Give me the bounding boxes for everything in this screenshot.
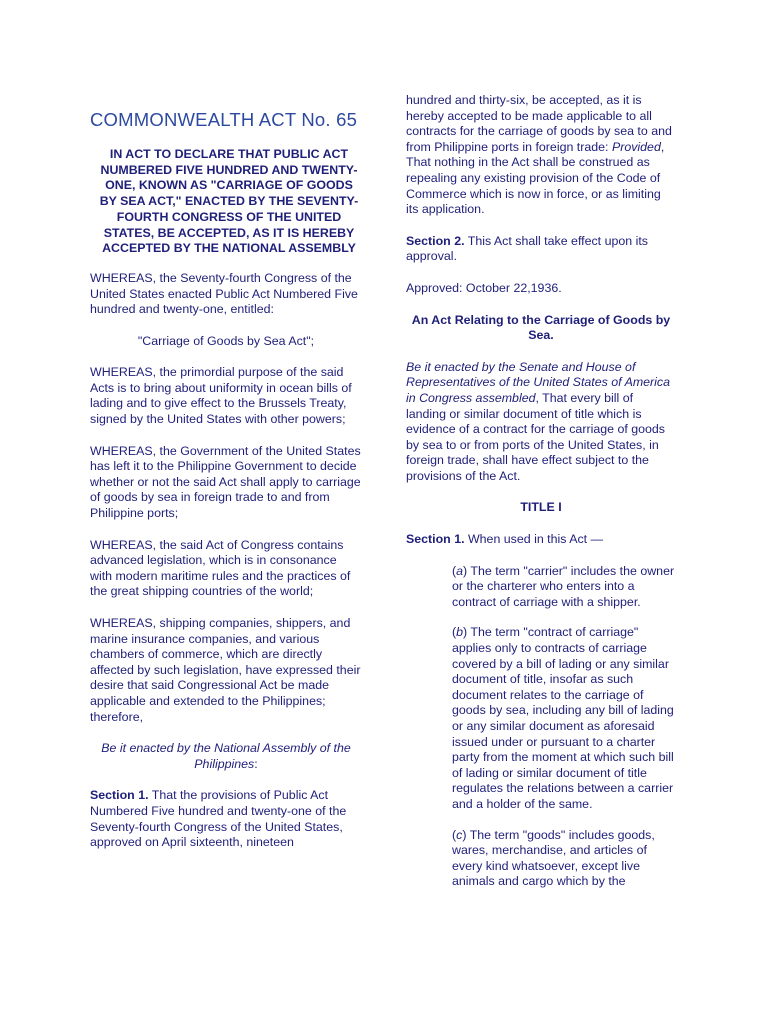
continuation-text-a: hundred and thirty-six, be accepted, as it is hereby accepted to be made applicable to all contracts for the carriage of goods by sea to and from Philippine ports in foreign trade: xyxy=(406,93,672,154)
enacting-clause-tail: : xyxy=(254,756,258,771)
section-1-continuation xyxy=(406,93,676,218)
definition-text: The term "goods" includes goods, wares, merchandise, and articles of every kind whatsoever, except live animals and cargo which by the xyxy=(452,827,655,889)
definition-letter: a xyxy=(456,563,464,578)
section-2-text: This Act shall take effect upon its approval. xyxy=(406,233,648,264)
section-1-label: Section 1. xyxy=(90,788,149,803)
definition-paren-close: ) xyxy=(463,625,468,640)
right-column xyxy=(406,93,676,905)
whereas-paragraph-1: WHEREAS, the Seventy-fourth Congress of the United States enacted Public Act Numbered Five hundred and twenty-one, entitled: xyxy=(90,270,358,317)
enacting-clause xyxy=(90,741,362,772)
definition-paren-close: ) xyxy=(462,827,467,842)
title-1-section-1-label: Section 1. xyxy=(406,532,465,547)
approved-date: Approved: October 22,1936. xyxy=(406,280,562,295)
definition-text: The term "carrier" includes the owner or the charterer who enters into a contract of carriage with a shipper. xyxy=(452,563,675,609)
act-title: IN ACT TO DECLARE THAT PUBLIC ACT NUMBERED FIVE HUNDRED AND TWENTY-ONE, KNOWN AS "CARRIAGE OF GOODS BY SEA ACT," ENACTED BY THE SEVENTY-FOURTH CONGRESS OF THE UNITED STATES, BE ACCEPTED, AS IT IS HEREBY ACCEPTED BY THE NATIONAL ASSEMBLY xyxy=(99,147,359,256)
left-column xyxy=(90,109,362,867)
act-quote: "Carriage of Goods by Sea Act"; xyxy=(137,333,315,348)
whereas-paragraph-3: WHEREAS, the Government of the United States has left it to the Philippine Government to decide whether or not the said Act shall apply to carriage of goods by sea in foreign trade to and from Philippine ports; xyxy=(90,443,361,521)
definition-paren-open: ( xyxy=(452,625,457,640)
definition-text: The term "contract of carriage" applies only to contracts of carriage covered by a bill of lading or any similar document of title, insofar as such document relates to the carriage of goods by sea, including any bill of lading or any similar document as aforesaid issued under or pursuant to a charter party from the moment at which such bill of lading or similar document of title regulates the relations between a carrier and a holder of the same. xyxy=(452,625,674,811)
act-relating-title: An Act Relating to the Carriage of Goods by Sea. xyxy=(411,312,671,343)
whereas-paragraph-4: WHEREAS, the said Act of Congress contains advanced legislation, which is in consonance with modern maritime rules and the practices of the great shipping countries of the world; xyxy=(90,537,351,599)
definition-letter: b xyxy=(456,625,464,640)
section-1-text: That the provisions of Public Act Numbered Five hundred and twenty-one of the Seventy-fourth Congress of the United States, approved on April sixteenth, nineteen xyxy=(90,788,347,850)
definition-paren-open: ( xyxy=(452,563,457,578)
definition-letter: c xyxy=(456,827,463,842)
title-1-section-1-text: When used in this Act — xyxy=(464,532,603,547)
document-heading: COMMONWEALTH ACT No. 65 xyxy=(90,109,358,130)
definition-paren-open: ( xyxy=(452,827,457,842)
whereas-paragraph-2: WHEREAS, the primordial purpose of the said Acts is to bring about uniformity in ocean bills of lading and to give effect to the Brussels Treaty, signed by the United States with other powers; xyxy=(90,365,352,427)
definition-item xyxy=(452,625,676,812)
definition-paren-close: ) xyxy=(463,563,468,578)
section-1-paragraph xyxy=(90,788,362,850)
provided-word: Provided xyxy=(611,139,661,154)
title-1-section-1 xyxy=(406,532,676,548)
section-2-paragraph xyxy=(406,234,676,265)
enacting-clause-italic: Be it enacted by the National Assembly of the Philippines xyxy=(101,741,351,771)
definition-item xyxy=(452,828,676,890)
continuation-text-b: , That nothing in the Act shall be construed as repealing any existing provision of the Code of Commerce which is now in force, or as limiting its application. xyxy=(406,139,665,217)
title-heading: TITLE I xyxy=(520,500,562,515)
whereas-paragraph-5: WHEREAS, shipping companies, shippers, and marine insurance companies, and various chambers of commerce, which are directly affected by such legislation, have expressed their desire that said Congressional Act be made applicable and extended to the Philippines; therefore, xyxy=(90,616,361,724)
section-2-label: Section 2. xyxy=(406,233,465,248)
senate-enacting-italic: Be it enacted by the Senate and House of Representatives of the United States of America in Congress assembled xyxy=(406,359,671,405)
definition-item xyxy=(452,564,676,611)
senate-enacting-text: , That every bill of landing or similar document of title which is evidence of a contract for the carriage of goods by sea to or from ports of the United States, in foreign trade, shall have effect subject to the provisions of the Act. xyxy=(406,390,665,483)
senate-enacting-clause xyxy=(406,360,676,485)
